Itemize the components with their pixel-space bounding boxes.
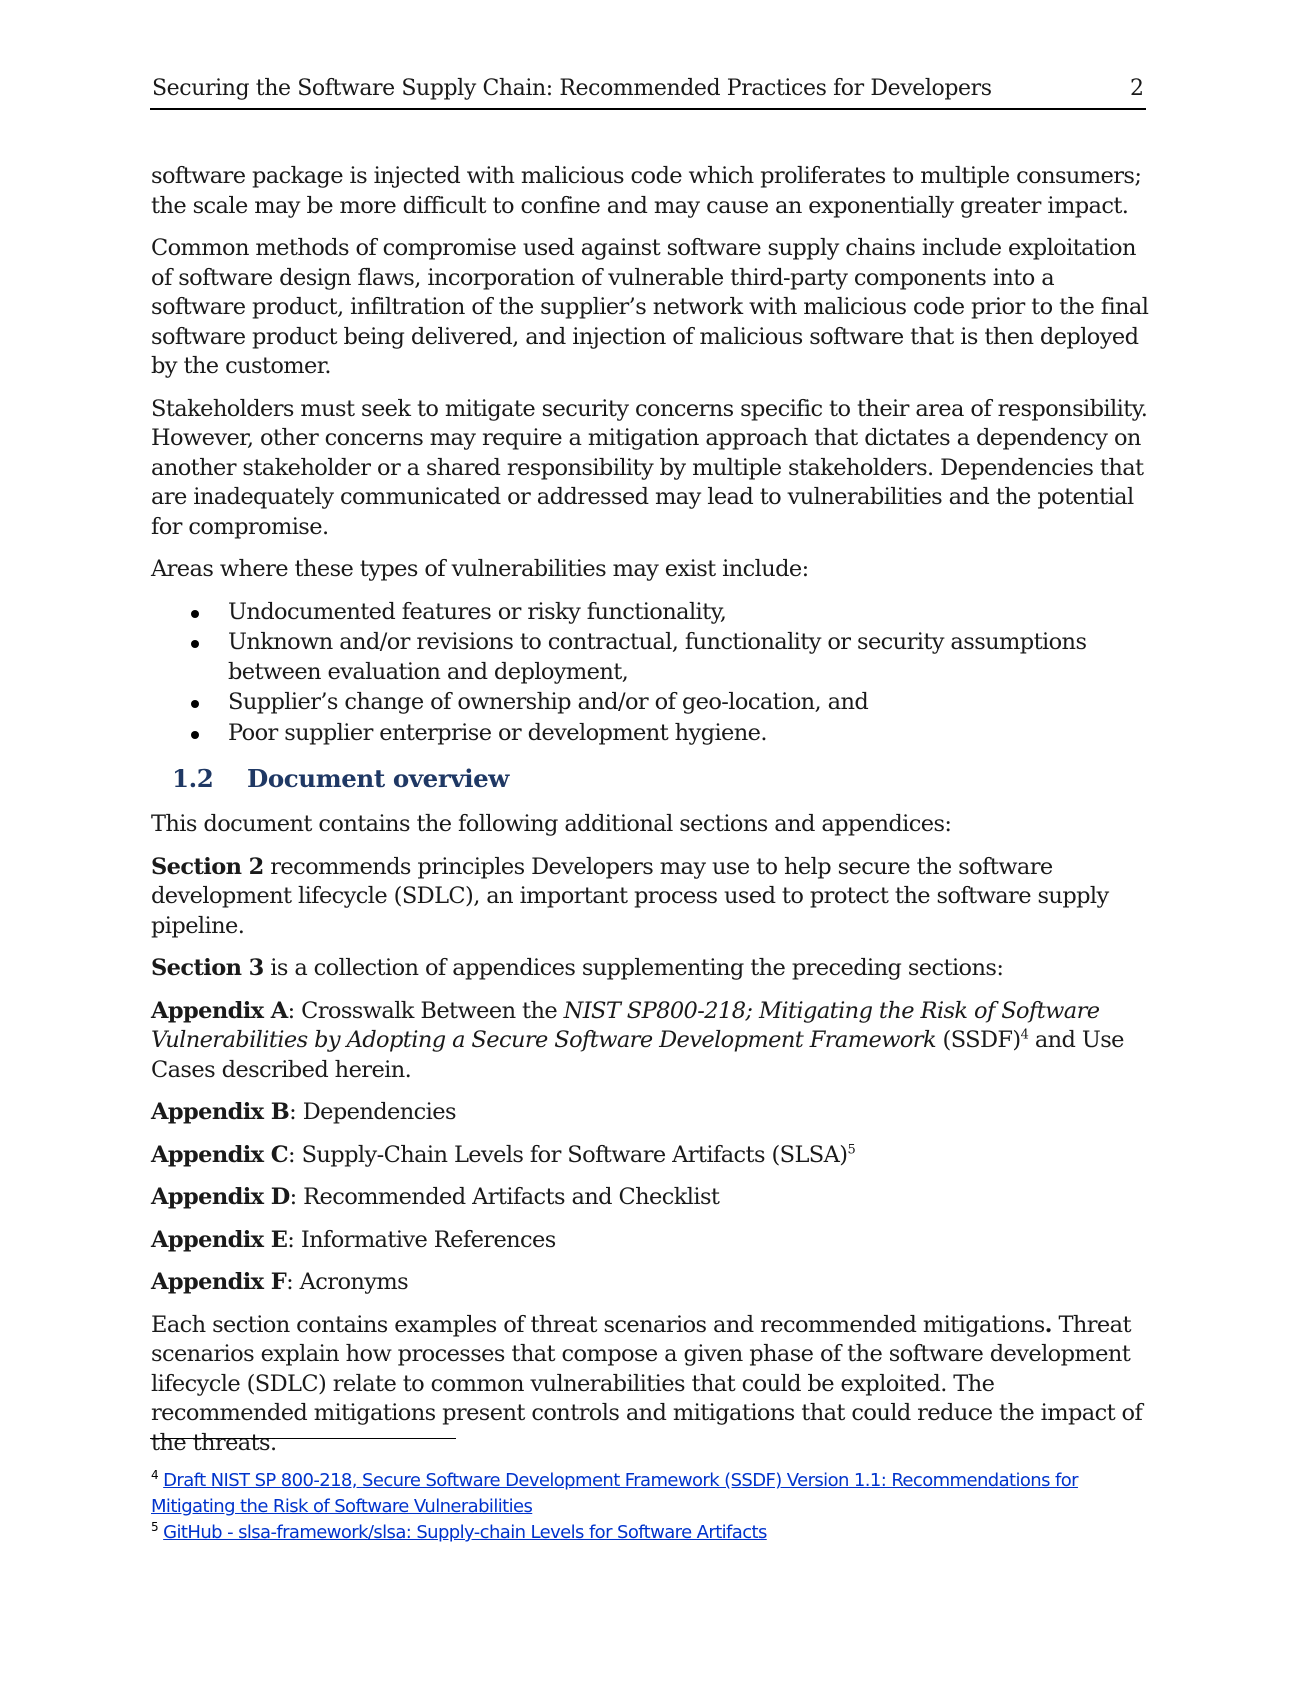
- list-item: [151, 688, 1151, 718]
- footnote-ref-5[interactable]: 5: [847, 1142, 856, 1157]
- section-3-text: is a collection of appendices supplementing the preceding sections:: [263, 955, 1004, 981]
- section-number: 1.2: [172, 764, 214, 793]
- list-item: [151, 598, 1151, 628]
- running-header: [150, 76, 1146, 110]
- overview-intro: This document contains the following additional sections and appendices:: [151, 811, 952, 837]
- appendix-b-text: : Dependencies: [289, 1099, 456, 1125]
- appendix-b: [151, 1098, 1151, 1128]
- appendix-b-label: Appendix B: [151, 1099, 290, 1125]
- appendix-a-italic-title: NIST SP800-218; Mitigating the Risk of Software Vulnerabilities by Adopting a Secure Software Development Framework: [151, 997, 1100, 1053]
- bullet-list: [151, 598, 1151, 749]
- appendix-f-label: Appendix F: [151, 1269, 287, 1295]
- appendix-c-label: Appendix C: [151, 1141, 289, 1168]
- footnote-5: [151, 1520, 1151, 1546]
- section-2-label: Section 2: [151, 853, 264, 880]
- section-2-text: recommends principles Developers may use to help secure the software development lifecycle (SDLC), an important process used to protect the software supply pipeline.: [151, 853, 1109, 939]
- appendix-a-post: (SSDF): [936, 1027, 1021, 1053]
- bullet-icon: [191, 731, 199, 739]
- closing-paragraph: [151, 1311, 1151, 1459]
- appendix-a: [151, 997, 1151, 1086]
- paragraph: Areas where these types of vulnerabilities may exist include:: [151, 556, 809, 582]
- footnote-4: [151, 1468, 1151, 1520]
- list-item: [151, 719, 1151, 749]
- closing-post: Threat scenarios explain how processes that compose a given phase of the software development lifecycle (SDLC) relate to common vulnerabilities that could be exploited. The recommended mitigations present controls and mitigations that could reduce the impact of the threats.: [151, 1311, 1143, 1456]
- appendix-c-text: : Supply-Chain Levels for Software Artifacts (SLSA): [288, 1141, 848, 1168]
- page-number: 2: [1130, 76, 1144, 101]
- list-item-text: Supplier’s change of ownership and/or of geo-location, and: [228, 689, 869, 715]
- appendix-f: [151, 1268, 1151, 1298]
- paragraph: Stakeholders must seek to mitigate security concerns specific to their area of responsibility. However, other concerns may require a mitigation approach that dictates a dependency on another stakeholder or a shared responsibility by multiple stakeholders. Dependencies that are inadequately communicated or addressed may lead to vulnerabilities and the potential for compromise.: [151, 395, 1148, 540]
- appendix-a-pre: : Crosswalk Between the: [287, 997, 564, 1024]
- section-heading: [151, 764, 1151, 796]
- appendix-e-label: Appendix E: [151, 1226, 288, 1253]
- footnote-link-slsa[interactable]: GitHub - slsa-framework/slsa: Supply-chain Levels for Software Artifacts: [163, 1522, 767, 1543]
- appendix-a-label: Appendix A: [151, 997, 288, 1024]
- appendix-c: [151, 1141, 1151, 1171]
- paragraph: Common methods of compromise used against software supply chains include exploitation of software design flaws, incorporation of vulnerable third-party components into a software product, infiltration of the supplier’s network with malicious code prior to the final software product being delivered, and injection of malicious software that is then deployed by the customer.: [151, 235, 1149, 379]
- section-3-label: Section 3: [151, 955, 264, 981]
- bullet-icon: [191, 700, 199, 708]
- list-item-text: Poor supplier enterprise or development hygiene.: [228, 719, 767, 746]
- appendix-a-tail: and Use Cases described herein.: [151, 1027, 1124, 1083]
- footnote-ref-4[interactable]: 4: [1020, 1027, 1029, 1043]
- appendix-f-text: : Acronyms: [286, 1269, 409, 1295]
- appendix-e: [151, 1226, 1151, 1256]
- footnote-separator: [150, 1438, 456, 1439]
- appendix-d: [151, 1183, 1151, 1213]
- appendix-d-label: Appendix D: [151, 1184, 290, 1210]
- section-2-description: [151, 853, 1151, 942]
- footnote-link-ssdf[interactable]: Draft NIST SP 800-218, Secure Software Development Framework (SSDF) Version 1.1: Recommendations for Mitigating the Risk of Software Vulnerabilities: [151, 1470, 1078, 1517]
- appendix-e-text: : Informative References: [287, 1226, 556, 1253]
- body-text: [151, 162, 1151, 1471]
- closing-pre: Each section contains examples of threat scenarios and recommended mitigations: [151, 1311, 1045, 1338]
- list-item: [151, 628, 1151, 687]
- bullet-icon: [191, 640, 199, 648]
- appendix-d-text: : Recommended Artifacts and Checklist: [289, 1184, 720, 1210]
- document-title: Securing the Software Supply Chain: Recommended Practices for Developers: [152, 76, 992, 101]
- footnotes: [151, 1468, 1151, 1546]
- bullet-icon: [191, 610, 199, 618]
- section-3-description: [151, 954, 1151, 984]
- section-title: Document overview: [247, 764, 509, 793]
- list-item-text: Unknown and/or revisions to contractual, functionality or security assumptions between evaluation and deployment,: [228, 629, 1087, 685]
- paragraph: software package is injected with malicious code which proliferates to multiple consumers; the scale may be more difficult to confine and may cause an exponentially greater impact.: [151, 163, 1142, 219]
- closing-bold-period: .: [1044, 1311, 1052, 1338]
- list-item-text: Undocumented features or risky functionality,: [228, 598, 727, 625]
- footnote-number: 4: [151, 1468, 159, 1482]
- footnote-number: 5: [151, 1520, 159, 1534]
